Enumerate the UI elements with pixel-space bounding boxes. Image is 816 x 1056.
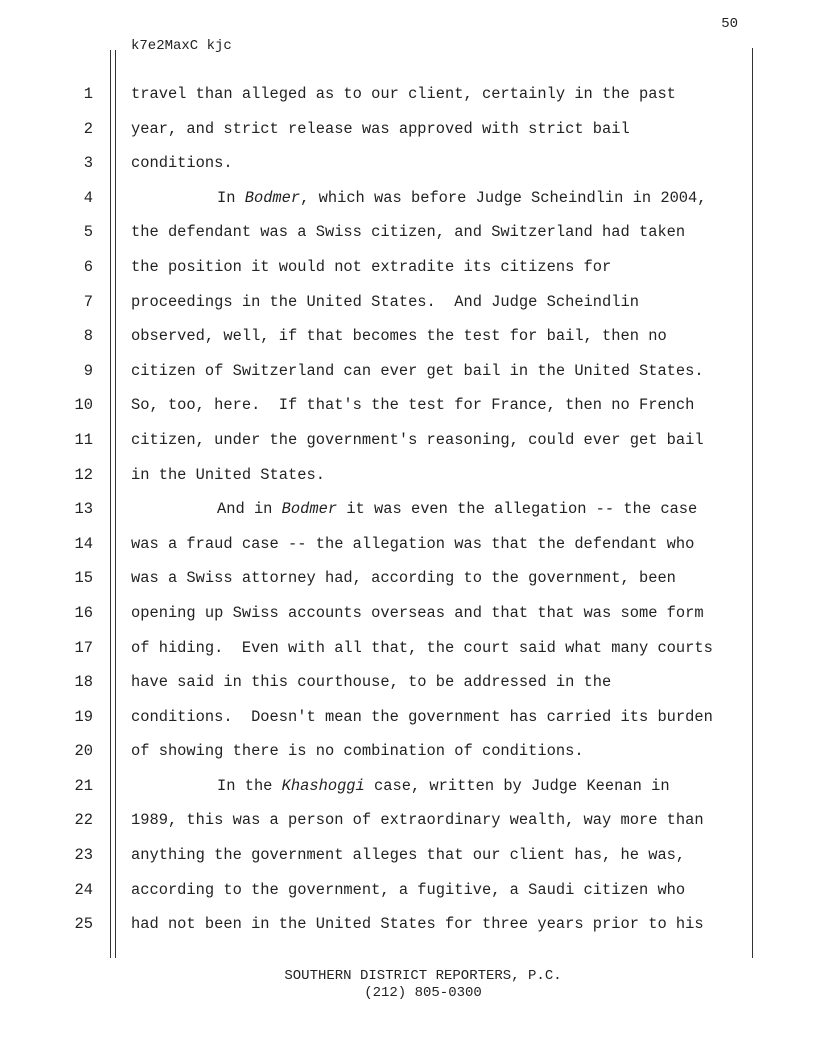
footer-phone: (212) 805-0300 bbox=[364, 985, 482, 1001]
line-number: 6 bbox=[83, 257, 93, 276]
transcript-line bbox=[0, 77, 816, 112]
line-number: 22 bbox=[74, 811, 93, 830]
line-number: 12 bbox=[74, 465, 93, 484]
transcript-line bbox=[0, 907, 816, 942]
text-segment: it was even the allegation -- the case bbox=[337, 500, 698, 519]
line-number: 8 bbox=[83, 327, 93, 346]
text-segment: according to the government, a fugitive, a Saudi citizen who bbox=[131, 880, 686, 899]
line-text bbox=[131, 596, 704, 631]
text-segment: observed, well, if that becomes the test for bail, then no bbox=[131, 327, 667, 346]
line-text bbox=[131, 77, 676, 112]
footer bbox=[0, 968, 816, 1002]
line-number: 23 bbox=[74, 846, 93, 865]
transcript-line bbox=[0, 631, 816, 666]
transcript-line bbox=[0, 803, 816, 838]
line-number: 18 bbox=[74, 673, 93, 692]
line-number: 1 bbox=[83, 85, 93, 103]
transcript-line bbox=[0, 596, 816, 631]
line-number: 5 bbox=[83, 223, 93, 242]
line-text bbox=[131, 561, 676, 596]
line-text bbox=[131, 665, 611, 700]
transcript-line bbox=[0, 285, 816, 320]
line-text bbox=[131, 700, 713, 735]
line-text bbox=[131, 838, 685, 873]
line-number: 14 bbox=[74, 534, 93, 553]
text-segment: , which was before Judge Scheindlin in 2004, bbox=[300, 188, 707, 207]
text-segment: was a fraud case -- the allegation was that the defendant who bbox=[131, 534, 695, 553]
text-segment: had not been in the United States for three years prior to his bbox=[131, 915, 704, 934]
line-number: 16 bbox=[74, 603, 93, 622]
line-number: 20 bbox=[74, 742, 93, 761]
transcript-line bbox=[0, 665, 816, 700]
text-segment: conditions. Doesn't mean the government has carried its burden bbox=[131, 707, 713, 726]
line-number: 2 bbox=[83, 119, 93, 138]
line-number: 19 bbox=[74, 707, 93, 726]
transcript-line bbox=[0, 354, 816, 389]
text-segment: 1989, this was a person of extraordinary wealth, way more than bbox=[131, 811, 704, 830]
text-segment: the position it would not extradite its citizens for bbox=[131, 257, 612, 276]
text-segment: in the United States. bbox=[131, 465, 325, 484]
transcript-line bbox=[0, 561, 816, 596]
line-number: 4 bbox=[83, 188, 93, 207]
transcript-line bbox=[0, 388, 816, 423]
line-text bbox=[131, 527, 694, 562]
line-text bbox=[131, 319, 667, 354]
transcript-line bbox=[0, 734, 816, 769]
text-segment: citizen, under the government's reasoning, could ever get bail bbox=[131, 430, 704, 449]
line-text bbox=[131, 734, 584, 769]
transcript-line bbox=[0, 873, 816, 908]
case-name: Bodmer bbox=[244, 188, 301, 207]
transcript-line bbox=[0, 146, 816, 181]
footer-reporter: SOUTHERN DISTRICT REPORTERS, P.C. bbox=[284, 968, 562, 984]
line-text bbox=[131, 181, 707, 216]
transcript-line bbox=[0, 492, 816, 527]
transcript-line bbox=[0, 215, 816, 250]
transcript-line bbox=[0, 423, 816, 458]
line-text bbox=[131, 250, 611, 285]
transcript-line bbox=[0, 838, 816, 873]
header-id: k7e2MaxC kjc bbox=[131, 38, 232, 54]
text-segment: proceedings in the United States. And Judge Scheindlin bbox=[131, 292, 639, 311]
case-name: Khashoggi bbox=[281, 776, 365, 795]
line-text bbox=[131, 423, 704, 458]
line-number: 25 bbox=[74, 915, 93, 934]
line-text bbox=[131, 146, 233, 181]
line-number: 11 bbox=[74, 430, 93, 449]
line-number: 21 bbox=[74, 776, 93, 795]
page-number: 50 bbox=[721, 16, 738, 32]
line-number: 10 bbox=[74, 396, 93, 415]
line-text bbox=[131, 354, 704, 389]
line-text bbox=[131, 388, 694, 423]
line-text bbox=[131, 631, 713, 666]
text-segment: opening up Swiss accounts overseas and that that was some form bbox=[131, 603, 704, 622]
text-segment: of hiding. Even with all that, the court said what many courts bbox=[131, 638, 713, 657]
line-text bbox=[131, 458, 325, 493]
line-number: 24 bbox=[74, 880, 93, 899]
text-segment: year, and strict release was approved with strict bail bbox=[131, 119, 630, 138]
line-text bbox=[131, 873, 685, 908]
line-number: 9 bbox=[83, 361, 93, 380]
line-number: 15 bbox=[74, 569, 93, 588]
text-segment: case, written by Judge Keenan in bbox=[364, 776, 670, 795]
transcript-line bbox=[0, 769, 816, 804]
text-segment: have said in this courthouse, to be addressed in the bbox=[131, 673, 612, 692]
line-number: 3 bbox=[83, 154, 93, 173]
case-name: Bodmer bbox=[281, 500, 338, 519]
transcript-line bbox=[0, 700, 816, 735]
text-segment: was a Swiss attorney had, according to the government, been bbox=[131, 569, 676, 588]
text-segment: citizen of Switzerland can ever get bail in the United States. bbox=[131, 361, 704, 380]
transcript-line bbox=[0, 181, 816, 216]
text-segment: travel than alleged as to our client, certainly in the past bbox=[131, 85, 676, 103]
line-text bbox=[131, 215, 685, 250]
transcript-line bbox=[0, 458, 816, 493]
transcript-line bbox=[0, 319, 816, 354]
line-number: 7 bbox=[83, 292, 93, 311]
line-number: 13 bbox=[74, 500, 93, 519]
line-text bbox=[131, 907, 704, 942]
text-segment: anything the government alleges that our client has, he was, bbox=[131, 846, 686, 865]
text-segment: the defendant was a Swiss citizen, and Switzerland had taken bbox=[131, 223, 686, 242]
text-segment: In bbox=[217, 188, 245, 207]
line-text bbox=[131, 769, 670, 804]
text-segment: And in bbox=[217, 500, 282, 519]
transcript-line bbox=[0, 112, 816, 147]
text-segment: So, too, here. If that's the test for France, then no French bbox=[131, 396, 695, 415]
transcript-line bbox=[0, 527, 816, 562]
line-text bbox=[131, 492, 697, 527]
line-number: 17 bbox=[74, 638, 93, 657]
line-text bbox=[131, 285, 639, 320]
transcript-line bbox=[0, 250, 816, 285]
text-segment: of showing there is no combination of conditions. bbox=[131, 742, 584, 761]
line-text bbox=[131, 803, 704, 838]
transcript-lines bbox=[0, 77, 816, 942]
line-text bbox=[131, 112, 630, 147]
text-segment: conditions. bbox=[131, 154, 233, 173]
text-segment: In the bbox=[217, 776, 282, 795]
